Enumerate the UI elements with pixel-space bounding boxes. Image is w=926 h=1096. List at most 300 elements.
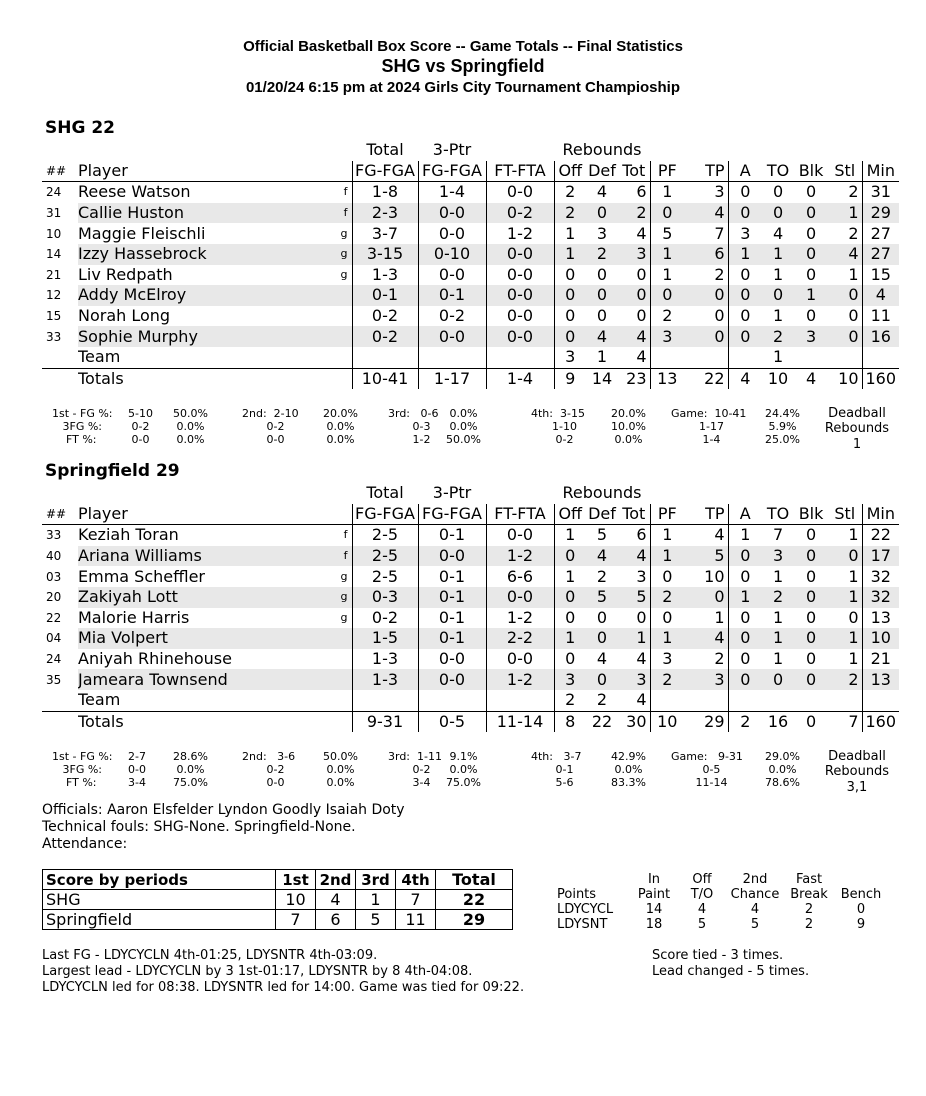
team-row-min xyxy=(862,347,899,368)
player-row xyxy=(42,628,899,649)
player-a: 0 xyxy=(728,546,762,567)
team-row-spacer xyxy=(42,347,78,368)
player-def: 0 xyxy=(586,628,618,649)
player-a: 1 xyxy=(728,587,762,608)
header-a: A xyxy=(728,504,762,525)
player-stl: 1 xyxy=(828,587,862,608)
player-pos: f xyxy=(312,203,352,224)
player-blk: 0 xyxy=(805,525,817,545)
player-pos xyxy=(312,306,352,327)
player-fg3: 0-1 xyxy=(418,587,486,608)
header-group-row xyxy=(42,140,899,161)
player-pf: 3 xyxy=(650,649,684,670)
period-shooting-col2: 2-7 0-0 3-4 xyxy=(128,750,146,789)
player-stl: 1 xyxy=(848,649,859,669)
player-tot: 0 xyxy=(636,264,647,284)
header-min: Min xyxy=(862,161,899,182)
player-fg3: 0-1 xyxy=(418,628,486,649)
player-fg: 2-5 xyxy=(352,525,418,546)
player-pf: 2 xyxy=(650,306,684,327)
header-pf: PF xyxy=(650,504,684,525)
player-fg3: 0-0 xyxy=(418,223,486,244)
totals-ft: 1-4 xyxy=(486,368,554,389)
player-min: 27 xyxy=(862,223,899,244)
periods-header-3rd: 3rd xyxy=(356,870,396,890)
team-row-stl xyxy=(828,347,862,368)
totals-tot: 23 xyxy=(618,368,650,389)
deadball-rebounds-value: 3,1 xyxy=(846,780,868,795)
team-rebounds-row xyxy=(42,690,899,711)
player-to: 1 xyxy=(772,607,784,627)
player-stl: 2 xyxy=(828,669,862,690)
player-min: 10 xyxy=(862,628,899,649)
points-head-paint: Paint xyxy=(637,887,671,902)
matchup-title: SHG vs Springfield xyxy=(381,56,545,76)
player-pf: 1 xyxy=(650,182,684,203)
player-off: 1 xyxy=(554,525,586,546)
totals-off: 9 xyxy=(554,368,586,389)
team-row-min xyxy=(862,690,899,711)
player-num: 40 xyxy=(42,546,78,567)
player-off: 0 xyxy=(554,285,586,306)
header-pf: PF xyxy=(650,161,684,182)
header-rebounds: Rebounds xyxy=(562,140,642,160)
player-blk: 0 xyxy=(805,566,817,586)
team-row-ft xyxy=(486,690,554,711)
player-def: 0 xyxy=(596,306,608,326)
player-name: Ariana Williams xyxy=(78,546,312,567)
period-shooting-col3: 28.6% 0.0% 75.0% xyxy=(173,750,208,789)
lead-changed-note: Lead changed - 5 times. xyxy=(652,964,810,979)
player-tot: 0 xyxy=(636,306,647,326)
periods-header-1st: 1st xyxy=(276,870,316,890)
deadball-rebounds-value: 1 xyxy=(852,437,862,452)
player-ft: 1-2 xyxy=(486,608,554,629)
player-tp: 2 xyxy=(714,649,725,669)
player-pos: g xyxy=(340,569,348,583)
player-min: 32 xyxy=(862,587,899,608)
player-row xyxy=(42,223,899,244)
player-pf: 1 xyxy=(650,525,684,546)
player-pos: g xyxy=(340,226,348,240)
player-tp: 3 xyxy=(684,669,728,690)
periods-q2: 6 xyxy=(316,910,356,930)
points-paint: 18 xyxy=(645,917,663,932)
player-stl: 1 xyxy=(848,566,859,586)
player-to: 0 xyxy=(772,182,784,202)
periods-q3: 5 xyxy=(356,910,396,930)
player-fg: 0-3 xyxy=(352,587,418,608)
player-off: 1 xyxy=(554,244,586,265)
points-to: 5 xyxy=(697,917,707,932)
officials: Officials: Aaron Elsfelder Lyndon Goodly Isaiah Doty xyxy=(42,802,405,818)
player-name: Reese Watson xyxy=(78,182,191,202)
period-shooting-col6: 3rd: 0-6 0-3 1-2 xyxy=(388,407,439,446)
totals-label: Totals xyxy=(78,368,352,389)
periods-header-label: Score by periods xyxy=(43,870,276,890)
last-fg-note: Last FG - LDYCYCLN 4th-01:25, LDYSNTR 4th-03:09. xyxy=(42,948,378,963)
totals-fg3: 1-17 xyxy=(418,368,486,389)
team-row-spacer xyxy=(42,690,78,711)
player-pos: g xyxy=(312,587,352,608)
points-to: 4 xyxy=(697,902,707,917)
player-fg3: 0-0 xyxy=(418,326,486,347)
header-3ptr: 3-Ptr xyxy=(432,140,472,160)
team-row-fg3 xyxy=(418,347,486,368)
player-pf: 2 xyxy=(650,587,684,608)
player-pos: g xyxy=(340,610,348,624)
player-pf: 1 xyxy=(650,628,684,649)
period-shooting-col8: 4th: 3-7 0-1 5-6 xyxy=(531,750,582,789)
player-a: 0 xyxy=(728,306,762,327)
totals-stl: 10 xyxy=(828,368,862,389)
player-fg: 1-3 xyxy=(352,265,418,286)
totals-row xyxy=(42,368,899,389)
period-shooting-col4: 2nd: 3-6 0-2 0-0 xyxy=(242,750,296,789)
header-def: Def xyxy=(586,504,618,525)
player-min: 29 xyxy=(862,203,899,224)
header-to: TO xyxy=(762,504,794,525)
player-tp: 0 xyxy=(684,285,728,306)
player-row xyxy=(42,649,899,670)
periods-row-springfield xyxy=(43,910,513,930)
player-pf: 0 xyxy=(650,285,684,306)
player-pf: 0 xyxy=(650,566,684,587)
player-min: 22 xyxy=(862,525,899,546)
header-a: A xyxy=(728,161,762,182)
player-min: 13 xyxy=(862,608,899,629)
header-row xyxy=(42,161,899,182)
player-stl: 1 xyxy=(828,203,862,224)
period-shooting-col4: 2nd: 2-10 0-2 0-0 xyxy=(242,407,299,446)
player-name: Maggie Fleischli xyxy=(78,223,206,243)
player-stl: 2 xyxy=(848,182,859,202)
player-fg3: 0-0 xyxy=(418,669,486,690)
player-to: 0 xyxy=(762,285,794,306)
team-row-pf xyxy=(650,690,684,711)
header-blk: Blk xyxy=(794,504,828,525)
player-off: 1 xyxy=(554,223,586,244)
points-team: LDYCYCL xyxy=(557,902,614,917)
player-def: 3 xyxy=(596,223,608,243)
totals-a: 4 xyxy=(728,368,762,389)
player-pf: 0 xyxy=(650,608,684,629)
tie-notes xyxy=(652,948,809,980)
player-off: 0 xyxy=(554,587,586,608)
player-row xyxy=(42,203,899,224)
team-row-a xyxy=(728,347,762,368)
player-name: Aniyah Rhinehouse xyxy=(78,649,232,669)
player-fg3: 1-4 xyxy=(418,182,486,203)
header-fg: FG-FGA xyxy=(352,161,418,182)
points-head-bench: Bench xyxy=(840,887,882,902)
player-min: 11 xyxy=(862,306,899,327)
team-row-blk xyxy=(794,347,828,368)
player-blk: 0 xyxy=(805,306,817,326)
player-tot: 0 xyxy=(636,607,647,627)
totals-stl: 7 xyxy=(828,711,862,732)
player-ft: 1-2 xyxy=(486,546,554,567)
player-fg: 1-3 xyxy=(352,649,418,670)
player-pf: 1 xyxy=(650,546,684,567)
player-min: 4 xyxy=(862,285,899,306)
player-ft: 0-0 xyxy=(486,306,554,327)
player-def: 4 xyxy=(586,326,618,347)
player-tot: 4 xyxy=(636,223,647,243)
player-a: 0 xyxy=(728,265,762,286)
player-tot: 0 xyxy=(618,285,650,306)
player-tp: 4 xyxy=(684,628,728,649)
points-head-chance-top: 2nd xyxy=(742,872,768,887)
points-chance: 4 xyxy=(750,902,760,917)
player-a: 0 xyxy=(728,203,762,224)
totals-tot: 30 xyxy=(618,711,650,732)
player-pos xyxy=(312,326,352,347)
player-fg: 3-7 xyxy=(352,223,418,244)
team-row-to xyxy=(762,690,794,711)
header-spacer xyxy=(42,140,352,161)
player-name: Jameara Townsend xyxy=(78,669,312,690)
header-spacer xyxy=(650,483,899,504)
player-to: 0 xyxy=(762,203,794,224)
team-row-fg3 xyxy=(418,690,486,711)
player-blk: 0 xyxy=(805,607,817,627)
player-a: 3 xyxy=(728,223,762,244)
player-ft: 1-2 xyxy=(486,223,554,244)
player-ft: 0-0 xyxy=(486,649,554,670)
points-breakdown-table xyxy=(557,872,889,932)
player-fg: 3-15 xyxy=(352,244,418,265)
totals-blk: 4 xyxy=(794,368,828,389)
header-spacer xyxy=(486,483,554,504)
player-stl: 1 xyxy=(848,264,859,284)
player-num: 14 xyxy=(42,244,78,265)
player-pf: 2 xyxy=(650,669,684,690)
player-num: 35 xyxy=(42,669,78,690)
player-def: 2 xyxy=(596,566,608,586)
player-fg3: 0-0 xyxy=(418,546,486,567)
player-num: 21 xyxy=(46,267,62,282)
player-blk: 0 xyxy=(794,244,828,265)
player-num: 04 xyxy=(42,628,78,649)
header-rebounds: Rebounds xyxy=(562,483,642,503)
player-tot: 3 xyxy=(618,669,650,690)
player-fg3: 0-0 xyxy=(418,649,486,670)
team-row-def: 1 xyxy=(596,347,608,367)
player-a: 0 xyxy=(728,326,762,347)
team-row-def: 2 xyxy=(596,690,608,710)
period-shooting-col9: 20.0% 10.0% 0.0% xyxy=(611,407,646,446)
points-paint: 14 xyxy=(645,902,663,917)
score-by-periods-table xyxy=(42,869,513,930)
periods-q3: 1 xyxy=(356,890,396,910)
points-head-paint-top: In xyxy=(647,872,661,887)
team-row-to: 1 xyxy=(772,347,784,367)
player-blk: 0 xyxy=(805,264,817,284)
player-num: 12 xyxy=(42,285,78,306)
player-min: 13 xyxy=(862,669,899,690)
player-blk: 1 xyxy=(794,285,828,306)
player-fg: 2-5 xyxy=(352,546,418,567)
player-blk: 0 xyxy=(805,223,817,243)
team-title: Springfield 29 xyxy=(45,461,180,481)
player-tp: 5 xyxy=(684,546,728,567)
report-title: Official Basketball Box Score -- Game Totals -- Final Statistics xyxy=(243,38,683,55)
player-num: 15 xyxy=(46,309,62,324)
player-pos xyxy=(312,628,352,649)
player-pf: 0 xyxy=(650,203,684,224)
periods-team: Springfield xyxy=(43,910,276,930)
totals-to: 16 xyxy=(762,711,794,732)
player-off: 0 xyxy=(554,649,586,670)
player-num: 10 xyxy=(46,226,62,241)
period-shooting-col11: 24.4% 5.9% 25.0% xyxy=(765,407,800,446)
player-off: 1 xyxy=(554,566,586,587)
player-stl: 4 xyxy=(828,244,862,265)
player-name: Izzy Hassebrock xyxy=(78,244,312,265)
period-shooting-col1: 1st - FG %: 3FG %: FT %: xyxy=(52,407,113,446)
score-tied-note: Score tied - 3 times. xyxy=(652,948,784,963)
player-tp: 7 xyxy=(714,223,725,243)
header-off: Off xyxy=(554,161,586,182)
player-to: 1 xyxy=(772,566,784,586)
points-row xyxy=(557,902,889,917)
player-to: 1 xyxy=(772,649,784,669)
header-3ptr: 3-Ptr xyxy=(432,483,472,503)
player-fg3: 0-1 xyxy=(418,285,486,306)
player-num: 22 xyxy=(46,610,62,625)
totals-ft: 11-14 xyxy=(486,711,554,732)
deadball-rebounds-label: Deadball Rebounds xyxy=(824,406,890,436)
player-num: 24 xyxy=(46,652,62,667)
player-row xyxy=(42,546,899,567)
team-row-label: Team xyxy=(78,347,121,367)
player-off: 0 xyxy=(554,306,586,327)
player-def: 5 xyxy=(586,587,618,608)
player-pos: g xyxy=(340,267,348,281)
player-tp: 4 xyxy=(684,203,728,224)
player-pos xyxy=(312,285,352,306)
header-spacer xyxy=(486,140,554,161)
player-to: 1 xyxy=(772,264,784,284)
player-ft: 0-0 xyxy=(486,326,554,347)
points-bench: 0 xyxy=(856,902,866,917)
player-stl: 0 xyxy=(828,285,862,306)
header-to: TO xyxy=(762,161,794,182)
periods-q1: 10 xyxy=(276,890,316,910)
period-shooting-col5: 20.0% 0.0% 0.0% xyxy=(323,407,358,446)
header-stl: Stl xyxy=(828,504,862,525)
periods-total: 29 xyxy=(436,910,513,930)
player-name: Norah Long xyxy=(78,306,171,326)
player-tp: 4 xyxy=(714,525,725,545)
player-a: 0 xyxy=(728,182,762,203)
periods-q4: 11 xyxy=(396,910,436,930)
player-blk: 0 xyxy=(794,203,828,224)
player-min: 31 xyxy=(862,182,899,203)
player-blk: 0 xyxy=(794,546,828,567)
player-ft: 1-2 xyxy=(486,669,554,690)
header-stl: Stl xyxy=(828,161,862,182)
player-tot: 4 xyxy=(618,546,650,567)
player-ft: 0-0 xyxy=(486,265,554,286)
player-min: 15 xyxy=(862,265,899,286)
totals-spacer xyxy=(42,368,78,389)
player-to: 0 xyxy=(762,669,794,690)
player-tp: 1 xyxy=(714,607,725,627)
totals-blk: 0 xyxy=(794,711,828,732)
player-tot: 6 xyxy=(636,525,647,545)
player-to: 2 xyxy=(762,326,794,347)
header-number: ## xyxy=(42,161,78,182)
player-def: 0 xyxy=(586,285,618,306)
totals-fg: 10-41 xyxy=(352,368,418,389)
player-tot: 5 xyxy=(618,587,650,608)
team-row-blk xyxy=(794,690,828,711)
player-stl: 0 xyxy=(828,326,862,347)
header-player: Player xyxy=(78,504,352,525)
periods-q4: 7 xyxy=(396,890,436,910)
points-header-bottom xyxy=(557,887,889,902)
player-row xyxy=(42,244,899,265)
totals-row xyxy=(42,711,899,732)
player-min: 17 xyxy=(862,546,899,567)
player-blk: 0 xyxy=(794,628,828,649)
player-stl: 0 xyxy=(848,306,859,326)
totals-def: 22 xyxy=(586,711,618,732)
header-total: Total xyxy=(366,140,404,160)
player-to: 1 xyxy=(762,244,794,265)
player-stl: 0 xyxy=(828,546,862,567)
header-ft: FT-FTA xyxy=(486,161,554,182)
points-head-to-top: Off xyxy=(692,872,712,887)
player-fg: 2-5 xyxy=(352,566,418,587)
team-rebounds-row xyxy=(42,347,899,368)
player-fg: 0-2 xyxy=(352,608,418,629)
points-head-break-top: Fast xyxy=(795,872,823,887)
player-pos: f xyxy=(312,546,352,567)
player-min: 32 xyxy=(862,566,899,587)
player-ft: 0-0 xyxy=(486,182,554,203)
player-name: Callie Huston xyxy=(78,203,312,224)
points-head-chance: Chance xyxy=(730,887,780,902)
points-bench: 9 xyxy=(856,917,866,932)
player-pf: 1 xyxy=(650,244,684,265)
totals-to: 10 xyxy=(762,368,794,389)
player-row xyxy=(42,608,899,629)
player-stl: 1 xyxy=(828,628,862,649)
game-info: 01/20/24 6:15 pm at 2024 Girls City Tournament Champioship xyxy=(245,79,681,96)
player-fg: 2-3 xyxy=(352,203,418,224)
totals-a: 2 xyxy=(728,711,762,732)
player-row xyxy=(42,525,899,546)
player-blk: 0 xyxy=(794,669,828,690)
player-row xyxy=(42,265,899,286)
team-row-tot: 4 xyxy=(636,690,647,710)
player-name: Keziah Toran xyxy=(78,525,179,545)
player-def: 4 xyxy=(596,649,608,669)
player-ft: 2-2 xyxy=(486,628,554,649)
player-to: 3 xyxy=(762,546,794,567)
player-to: 2 xyxy=(762,587,794,608)
player-pf: 5 xyxy=(650,223,684,244)
totals-label: Totals xyxy=(78,711,352,732)
player-fg3: 0-0 xyxy=(418,265,486,286)
player-tp: 6 xyxy=(684,244,728,265)
player-blk: 3 xyxy=(794,326,828,347)
player-def: 2 xyxy=(586,244,618,265)
player-pos xyxy=(312,669,352,690)
